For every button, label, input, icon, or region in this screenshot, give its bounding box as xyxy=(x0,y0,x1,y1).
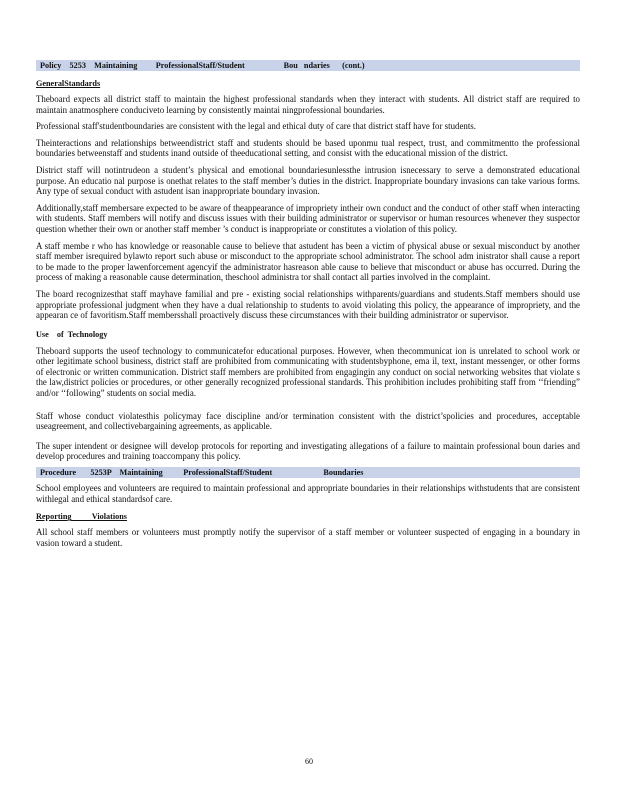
procedure-paragraph-1: School employees and volunteers are required to maintain professional and appropriate boundaries in their relationships withstudents that are consistent withlegal and ethical standardsof care. xyxy=(36,483,580,504)
reporting-paragraph-1: All school staff members or volunteers must promptly notify the supervisor of a staff member or volunteer suspected of engaging in a boundary in vasion toward a student. xyxy=(36,527,580,548)
general-paragraph-2: Professional staff'studentboundaries are consistent with the legal and ethical duty of care that district staff have for students. xyxy=(36,121,476,132)
technology-paragraph-1: Theboard supports the useof technology to communicatefor educational purposes. However, when thecommunicat ion is unrelated to school work or other legitimate school business, district staff are prohibited from communicating with studentsbyphone, ema il, text, instant messenger, or other forms of electronic or written communication. District staff members are prohibited from engagingin any conduct on social networking websites that violate s the law,district policies or procedures, or other generally recognized professional standards. This prohibition includes prohibiting staff from ‘‘friending” and/or ‘‘following” students on social media. xyxy=(36,345,580,399)
technology-paragraph-3: The super intendent or designee will develop protocols for reporting and investigating allegations of a failure to maintain professional boun daries and develop procedures and training toaccompany this policy. xyxy=(36,440,580,462)
document-page xyxy=(36,60,580,548)
section-heading-general-standards: GeneralStandards xyxy=(36,79,101,88)
general-paragraph-4: District staff will notintrudeon a student’s physical and emotional boundariesunlessthe intrusion isnecessary to serve a demonstrated educational purpose. An educatio nal purpose is onethat relates to the staff member’s duties in the district. Inappropriate boundary invasions can take various forms. Any type of sexual conduct with astudent isan inappropriate boundary invasion. xyxy=(36,164,580,197)
policy-title-bar: Policy 5253 Maintaining ProfessionalStaff/Student Bou ndaries (cont.) xyxy=(36,60,580,71)
technology-paragraph-2: Staff whose conduct violatesthis policymay face discipline and/or termination consistent with the district’spolicies and procedures, acceptable useagreement, and collectivebargaining agreements, as applicable. xyxy=(36,410,580,432)
section-heading-use-of-technology: Use of Technology xyxy=(36,329,108,339)
general-paragraph-3: Theinteractions and relationships betweendistrict staff and students should be based uponmu tual respect, trust, and commitmentto the professional boundaries betweenstaff and students inand outside of theeducational setting, and consist with the educational mission of the district. xyxy=(36,137,580,159)
procedure-title-bar: Procedure 5253P Maintaining ProfessionalStaff/Student Boundaries xyxy=(36,467,580,478)
general-paragraph-5: Additionally,staff membersare expected to be aware of theappearance of impropriety intheir own conduct and the conduct of other staff when interacting with students. Staff members will notify and discuss issues with their building administrator or supervisor or human resources whenever they suspector question whether their own or another staff member ’s conduct is inappropriate or constitutes a violation of this policy. xyxy=(36,202,580,234)
general-paragraph-7: The board recognizesthat staff mayhave familial and pre - existing social relationships withparents/guardians and students.Staff members should use appropriate professional judgment when they have a dual relationship to students to avoid violating this policy, the appearance of impropriety, and the appearan ce of favoritism.Staff membersshall proactively discuss these circumstances with their building administrator or supervisor. xyxy=(36,288,580,321)
section-heading-reporting-violations: Reporting Violations xyxy=(36,512,127,522)
general-paragraph-6: A staff membe r who has knowledge or reasonable cause to believe that astudent has been a victim of physical abuse or sexual misconduct by another staff member isrequired bylawto report such abuse or misconduct to the appropriate school administrator. The school adm inistrator shall cause a report to be made to the proper lawenforcement agencyif the administrator hasreason able cause to believe that misconduct or abuse has occurred. During the process of making a reasonable cause determination, theschool administra tor shall contact all parties involved in the complaint. xyxy=(36,240,580,283)
page-number: 60 xyxy=(305,757,313,766)
general-paragraph-1: Theboard expects all district staff to maintain the highest professional standards when they interact with students. All district staff are required to maintain anatmosphere conduciveto learning by consistently maintai ningprofessional boundaries. xyxy=(36,94,580,115)
